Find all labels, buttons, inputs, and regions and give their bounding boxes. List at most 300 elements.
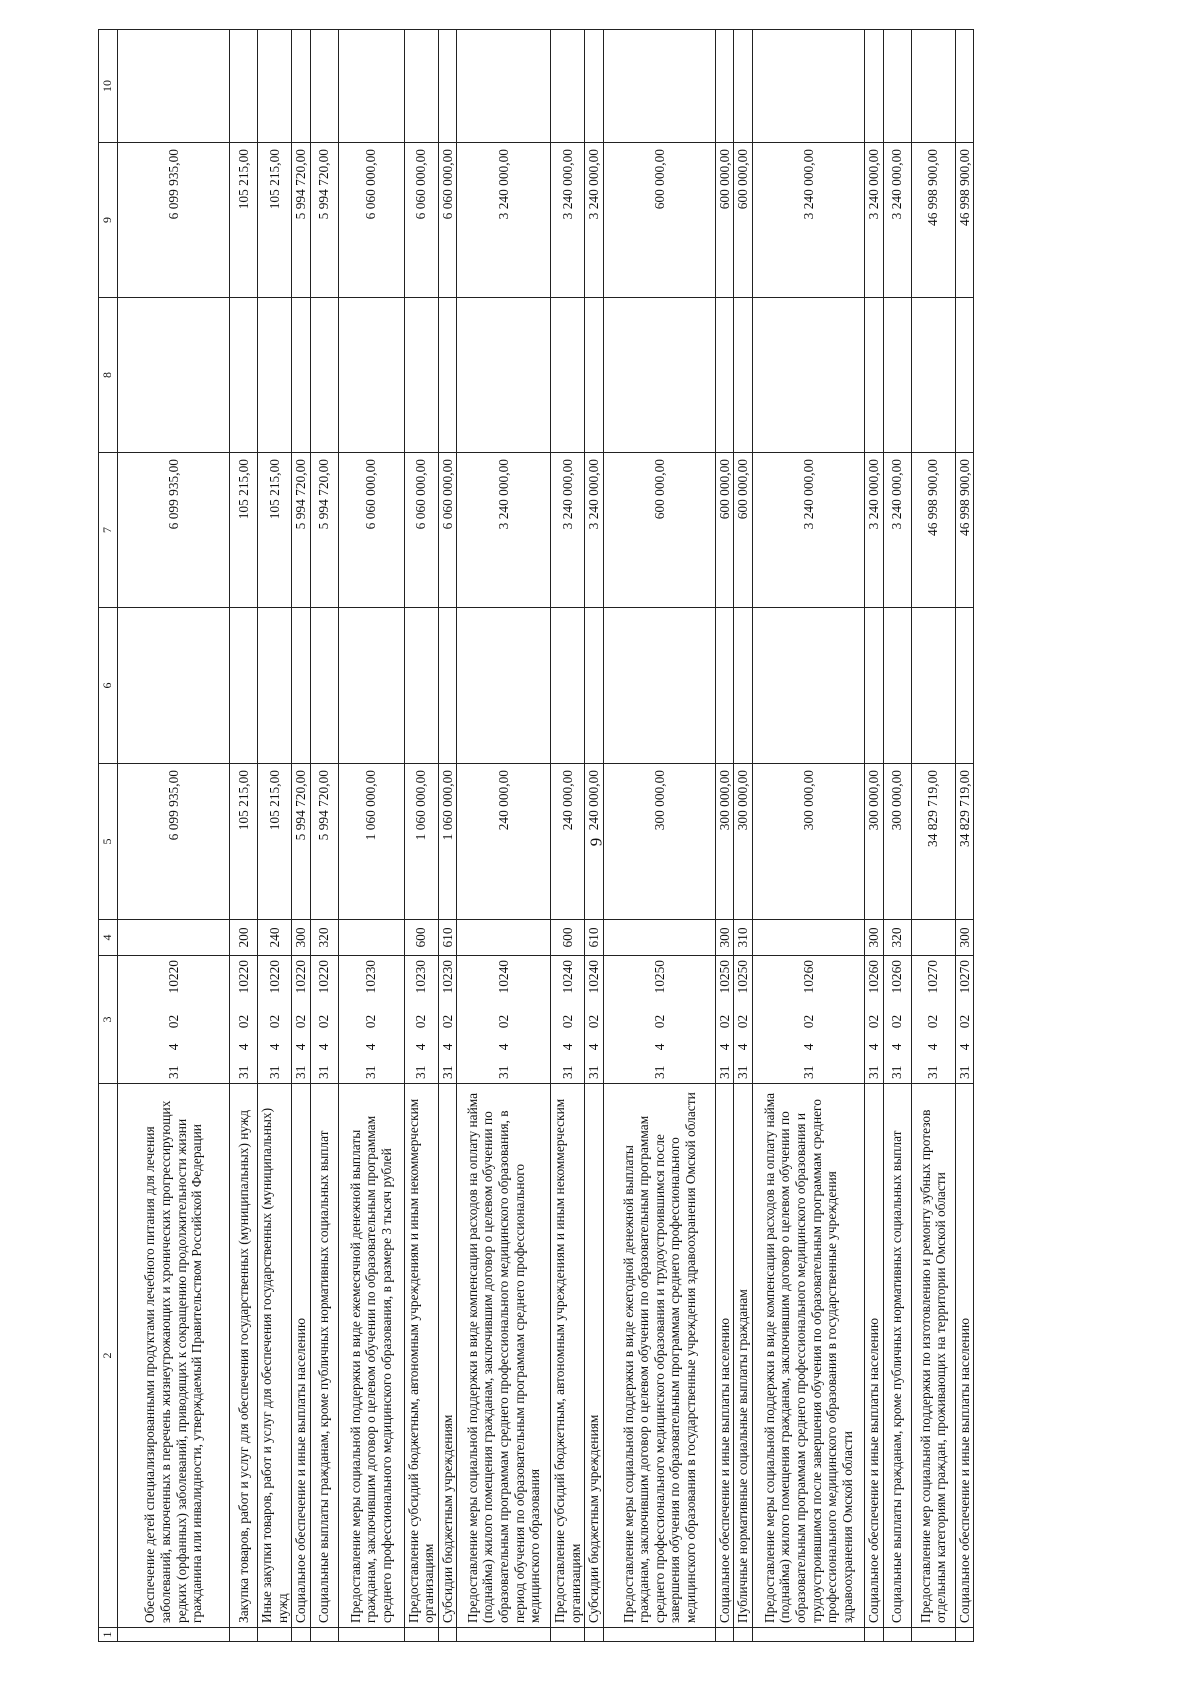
amount-c10: [883, 30, 911, 143]
code-part: 02: [293, 1014, 309, 1029]
empty-cell: [438, 1628, 457, 1642]
code-cell: [310, 956, 338, 1084]
amount-c7: 3 240 000,00: [753, 453, 865, 608]
code-part: 4: [651, 1043, 667, 1051]
vr-code: 600: [404, 920, 438, 956]
col-header: 10: [99, 30, 118, 143]
row-name: Субсидии бюджетным учреждениям: [438, 1084, 457, 1628]
amount-c10: [338, 30, 404, 143]
amount-c8: [715, 298, 734, 453]
amount-c7: 105 215,00: [258, 453, 292, 608]
code-parts: [363, 960, 379, 1079]
amount-c10: [715, 30, 734, 143]
amount-c6: [292, 608, 311, 764]
amount-c6: [404, 608, 438, 764]
amount-c9: 6 060 000,00: [438, 143, 457, 298]
vr-code: [118, 920, 230, 956]
code-part: 10260: [800, 960, 816, 994]
code-part: 02: [165, 1014, 181, 1029]
code-cell: [457, 956, 551, 1084]
code-parts: [652, 960, 668, 1079]
amount-c8: [865, 298, 884, 453]
code-part: 10230: [439, 960, 455, 994]
amount-c10: [404, 30, 438, 143]
amount-c6: [603, 608, 715, 764]
amount-c9: 3 240 000,00: [585, 143, 604, 298]
row-name: Социальные выплаты гражданам, кроме публичных нормативных социальных выплат: [883, 1084, 911, 1628]
amount-c9: 6 060 000,00: [338, 143, 404, 298]
row-name: Предоставление меры социальной поддержки в виде ежегодной денежной выплаты гражданам, заключившим договор о целевом обучении по образовательным программам среднего профессионального медицинского образования и трудоустроившимся после завершения обучения по образовательным программам среднего профессионального медицинского образования в государственные учреждения здравоохранения Омской области: [603, 1084, 715, 1628]
code-parts: [957, 960, 973, 1079]
code-part: 02: [586, 1014, 602, 1029]
code-part: 10220: [316, 960, 332, 994]
row-name: Предоставление субсидий бюджетным, автономным учреждениям и иным некоммерческим организациям: [404, 1084, 438, 1628]
code-part: 10250: [651, 960, 667, 994]
vr-code: 610: [585, 920, 604, 956]
code-parts: [236, 960, 252, 1079]
table-row: [258, 30, 292, 1642]
amount-c6: [734, 608, 753, 764]
code-part: 10240: [496, 960, 511, 994]
amount-c8: [753, 298, 865, 453]
amount-c9: 6 060 000,00: [404, 143, 438, 298]
code-part: 4: [716, 1043, 732, 1051]
amount-c10: [955, 30, 974, 143]
vr-code: 320: [310, 920, 338, 956]
amount-c7: 3 240 000,00: [865, 453, 884, 608]
table-row: [603, 30, 715, 1642]
code-cell: [753, 956, 865, 1084]
code-parts: [801, 960, 817, 1079]
code-cell: [911, 956, 955, 1084]
code-part: 02: [363, 1014, 379, 1029]
amount-c9: 46 998 900,00: [955, 143, 974, 298]
code-part: 4: [439, 1043, 455, 1051]
amount-c7: 600 000,00: [715, 453, 734, 608]
empty-cell: [292, 1628, 311, 1642]
table-row: [338, 30, 404, 1642]
row-name: Социальное обеспечение и иные выплаты населению: [715, 1084, 734, 1628]
vr-code: 610: [438, 920, 457, 956]
amount-c7: 3 240 000,00: [883, 453, 911, 608]
amount-c9: 105 215,00: [258, 143, 292, 298]
code-part: 4: [925, 1043, 941, 1051]
amount-c5: 105 215,00: [230, 764, 258, 920]
code-part: 31: [293, 1065, 309, 1079]
table-row: [715, 30, 734, 1642]
code-part: 4: [316, 1043, 332, 1051]
row-name: Субсидии бюджетным учреждениям: [585, 1084, 604, 1628]
amount-c5: 300 000,00: [883, 764, 911, 920]
amount-c8: [911, 298, 955, 453]
code-part: 02: [866, 1014, 882, 1029]
amount-c8: [310, 298, 338, 453]
vr-code: 300: [292, 920, 311, 956]
row-name: Иные закупки товаров, работ и услуг для обеспечения государственных (муниципальных) нужд: [258, 1084, 292, 1628]
code-part: 31: [266, 1065, 282, 1079]
amount-c10: [118, 30, 230, 143]
table-row: [865, 30, 884, 1642]
code-part: 10230: [363, 960, 379, 994]
amount-c10: [585, 30, 604, 143]
amount-c5: 6 099 935,00: [118, 764, 230, 920]
code-part: 02: [560, 1014, 576, 1029]
code-part: 02: [439, 1014, 455, 1029]
amount-c9: 600 000,00: [715, 143, 734, 298]
table-row: [310, 30, 338, 1642]
code-part: 02: [889, 1014, 905, 1029]
table-row: [118, 30, 230, 1642]
code-part: 4: [735, 1043, 751, 1051]
amount-c9: 3 240 000,00: [865, 143, 884, 298]
code-cell: [438, 956, 457, 1084]
amount-c5: 5 994 720,00: [292, 764, 311, 920]
amount-c10: [911, 30, 955, 143]
empty-cell: [734, 1628, 753, 1642]
amount-c5: 300 000,00: [603, 764, 715, 920]
code-cell: [338, 956, 404, 1084]
row-name: Социальное обеспечение и иные выплаты населению: [865, 1084, 884, 1628]
empty-cell: [753, 1628, 865, 1642]
amount-c5: 240 000,00: [585, 764, 604, 920]
amount-c10: [230, 30, 258, 143]
code-cell: [883, 956, 911, 1084]
row-name: Предоставление мер социальной поддержки по изготовлению и ремонту зубных протезов отдельным категориям граждан, проживающих на территории Омской области: [911, 1084, 955, 1628]
empty-cell: [911, 1628, 955, 1642]
amount-c5: 105 215,00: [258, 764, 292, 920]
code-cell: [118, 956, 230, 1084]
empty-cell: [865, 1628, 884, 1642]
amount-c7: 3 240 000,00: [457, 453, 551, 608]
amount-c5: 240 000,00: [551, 764, 585, 920]
row-name: Закупка товаров, работ и услуг для обеспечения государственных (муниципальных) нужд: [230, 1084, 258, 1628]
code-part: 31: [586, 1065, 602, 1079]
row-name: Социальное обеспечение и иные выплаты населению: [955, 1084, 974, 1628]
amount-c7: 6 060 000,00: [404, 453, 438, 608]
amount-c8: [292, 298, 311, 453]
row-name: Публичные нормативные социальные выплаты гражданам: [734, 1084, 753, 1628]
code-parts: [560, 960, 576, 1079]
code-part: 31: [560, 1065, 576, 1079]
amount-c7: 600 000,00: [734, 453, 753, 608]
amount-c6: [911, 608, 955, 764]
amount-c7: 6 060 000,00: [438, 453, 457, 608]
col-header: 4: [99, 920, 118, 956]
code-part: 10250: [716, 960, 732, 994]
code-part: 10230: [413, 960, 429, 994]
amount-c9: 6 099 935,00: [118, 143, 230, 298]
amount-c5: 1 060 000,00: [404, 764, 438, 920]
amount-c6: [438, 608, 457, 764]
code-part: 31: [800, 1065, 816, 1079]
amount-c9: 3 240 000,00: [457, 143, 551, 298]
amount-c5: 34 829 719,00: [955, 764, 974, 920]
col-header: 7: [99, 453, 118, 608]
amount-c7: 5 994 720,00: [310, 453, 338, 608]
code-part: 31: [889, 1065, 905, 1079]
amount-c10: [310, 30, 338, 143]
code-part: 10220: [235, 960, 251, 994]
amount-c9: 600 000,00: [734, 143, 753, 298]
amount-c5: 1 060 000,00: [338, 764, 404, 920]
amount-c6: [230, 608, 258, 764]
code-part: 02: [925, 1014, 941, 1029]
amount-c6: [585, 608, 604, 764]
vr-code: [911, 920, 955, 956]
code-part: 10220: [165, 960, 181, 994]
code-part: 4: [586, 1043, 602, 1051]
table-row: [585, 30, 604, 1642]
amount-c8: [734, 298, 753, 453]
amount-c7: 3 240 000,00: [585, 453, 604, 608]
empty-cell: [457, 1628, 551, 1642]
table-row: [734, 30, 753, 1642]
row-name: Социальное обеспечение и иные выплаты населению: [292, 1084, 311, 1628]
empty-cell: [258, 1628, 292, 1642]
code-cell: [715, 956, 734, 1084]
amount-c6: [457, 608, 551, 764]
amount-c9: 3 240 000,00: [883, 143, 911, 298]
table-row: [883, 30, 911, 1642]
amount-c9: 5 994 720,00: [310, 143, 338, 298]
amount-c5: 1 060 000,00: [438, 764, 457, 920]
code-part: 31: [925, 1065, 941, 1079]
code-cell: [258, 956, 292, 1084]
code-parts: [925, 960, 941, 1079]
vr-code: [338, 920, 404, 956]
amount-c10: [753, 30, 865, 143]
code-part: 02: [651, 1014, 667, 1029]
amount-c5: 5 994 720,00: [310, 764, 338, 920]
table-row: [404, 30, 438, 1642]
code-part: 10220: [266, 960, 282, 994]
table-row: [551, 30, 585, 1642]
amount-c7: 5 994 720,00: [292, 453, 311, 608]
code-part: 4: [363, 1043, 379, 1051]
amount-c10: [258, 30, 292, 143]
amount-c10: [603, 30, 715, 143]
empty-cell: [585, 1628, 604, 1642]
code-part: 02: [800, 1014, 816, 1029]
amount-c6: [865, 608, 884, 764]
code-cell: [551, 956, 585, 1084]
table-row: [753, 30, 865, 1642]
amount-c8: [603, 298, 715, 453]
amount-c8: [457, 298, 551, 453]
code-part: 02: [316, 1014, 332, 1029]
code-parts: [735, 960, 751, 1079]
amount-c10: [865, 30, 884, 143]
amount-c9: 5 994 720,00: [292, 143, 311, 298]
amount-c10: [734, 30, 753, 143]
col-header: 6: [99, 608, 118, 764]
code-part: 31: [956, 1065, 972, 1079]
code-cell: [292, 956, 311, 1084]
code-part: 4: [293, 1043, 309, 1051]
amount-c9: 600 000,00: [603, 143, 715, 298]
vr-code: [603, 920, 715, 956]
amount-c7: 6 099 935,00: [118, 453, 230, 608]
code-cell: [230, 956, 258, 1084]
col-header: 9: [99, 143, 118, 298]
empty-cell: [118, 1628, 230, 1642]
header-row: [99, 30, 118, 1642]
vr-code: 300: [715, 920, 734, 956]
code-part: 10270: [956, 960, 972, 994]
code-part: 02: [266, 1014, 282, 1029]
code-part: 31: [363, 1065, 379, 1079]
table-row: [911, 30, 955, 1642]
code-parts: [413, 960, 429, 1079]
amount-c8: [585, 298, 604, 453]
col-header: 5: [99, 764, 118, 920]
code-part: 02: [735, 1014, 751, 1029]
code-part: 10220: [293, 960, 309, 994]
vr-code: 240: [258, 920, 292, 956]
empty-cell: [404, 1628, 438, 1642]
empty-cell: [955, 1628, 974, 1642]
amount-c8: [438, 298, 457, 453]
row-name: Социальные выплаты гражданам, кроме публичных нормативных социальных выплат: [310, 1084, 338, 1628]
amount-c8: [338, 298, 404, 453]
code-cell: [955, 956, 974, 1084]
code-part: 4: [235, 1043, 251, 1051]
code-parts: [717, 960, 733, 1079]
amount-c5: 300 000,00: [715, 764, 734, 920]
row-name: Предоставление субсидий бюджетным, автономным учреждениям и иным некоммерческим организациям: [551, 1084, 585, 1628]
vr-code: 200: [230, 920, 258, 956]
code-part: 4: [165, 1043, 181, 1051]
amount-c9: 105 215,00: [230, 143, 258, 298]
row-name: Обеспечение детей специализированными продуктами лечебного питания для лечения заболеваний, включенных в перечень жизнеугрожающих и хронических прогрессирующих редких (орфанных) заболеваний, приводящих к сокращению продолжительности жизни гражданина или инвалидности, утверждаемый Правительством Российской Федерации: [118, 1084, 230, 1628]
code-cell: [865, 956, 884, 1084]
col-header: 1: [99, 1628, 118, 1642]
code-cell: [585, 956, 604, 1084]
code-part: 10270: [925, 960, 941, 994]
code-part: 4: [866, 1043, 882, 1051]
amount-c6: [310, 608, 338, 764]
code-part: 31: [716, 1065, 732, 1079]
amount-c7: 3 240 000,00: [551, 453, 585, 608]
code-part: 4: [413, 1043, 429, 1051]
code-parts: [166, 960, 182, 1079]
amount-c7: 46 998 900,00: [955, 453, 974, 608]
budget-table: [98, 29, 974, 1642]
vr-code: [457, 920, 551, 956]
amount-c6: [338, 608, 404, 764]
amount-c7: 105 215,00: [230, 453, 258, 608]
code-part: 02: [496, 1014, 511, 1029]
code-part: 02: [956, 1014, 972, 1029]
amount-c7: 6 060 000,00: [338, 453, 404, 608]
amount-c8: [118, 298, 230, 453]
amount-c10: [292, 30, 311, 143]
empty-cell: [715, 1628, 734, 1642]
empty-cell: [551, 1628, 585, 1642]
vr-code: [753, 920, 865, 956]
amount-c6: [955, 608, 974, 764]
page-number: 9: [586, 837, 606, 847]
amount-c10: [438, 30, 457, 143]
code-part: 4: [889, 1043, 905, 1051]
col-header: 8: [99, 298, 118, 453]
code-part: 10250: [735, 960, 751, 994]
code-part: 02: [235, 1014, 251, 1029]
row-name: Предоставление меры социальной поддержки в виде ежемесячной денежной выплаты гражданам, заключившим договор о целевом обучении по образовательным программам среднего профессионального медицинского образования, в размере 3 тысяч рублей: [338, 1084, 404, 1628]
empty-cell: [230, 1628, 258, 1642]
code-cell: [603, 956, 715, 1084]
code-part: 31: [413, 1065, 429, 1079]
code-part: 10240: [560, 960, 576, 994]
code-parts: [293, 960, 309, 1079]
amount-c8: [404, 298, 438, 453]
vr-code: 320: [883, 920, 911, 956]
code-part: 31: [496, 1065, 511, 1079]
vr-code: 600: [551, 920, 585, 956]
amount-c8: [883, 298, 911, 453]
table-row: [292, 30, 311, 1642]
row-name: Предоставление меры социальной поддержки в виде компенсации расходов на оплату найма (поднайма) жилого помещения гражданам, заключившим договор о целевом обучении по образовательным программам среднего профессионального медицинского образования, в период обучения по образовательным программам среднего профессионального медицинского образования: [457, 1084, 551, 1628]
code-part: 02: [716, 1014, 732, 1029]
col-header: 3: [99, 956, 118, 1084]
code-part: 31: [439, 1065, 455, 1079]
empty-cell: [310, 1628, 338, 1642]
amount-c7: 600 000,00: [603, 453, 715, 608]
table-row: [438, 30, 457, 1642]
amount-c9: 3 240 000,00: [753, 143, 865, 298]
code-part: 31: [235, 1065, 251, 1079]
code-part: 10260: [889, 960, 905, 994]
code-parts: [440, 960, 456, 1079]
code-parts: [267, 960, 283, 1079]
empty-cell: [338, 1628, 404, 1642]
amount-c6: [753, 608, 865, 764]
code-part: 4: [800, 1043, 816, 1051]
amount-c5: 300 000,00: [753, 764, 865, 920]
code-part: 02: [413, 1014, 429, 1029]
amount-c9: 46 998 900,00: [911, 143, 955, 298]
col-header: 2: [99, 1084, 118, 1628]
code-parts: [889, 960, 905, 1079]
amount-c6: [715, 608, 734, 764]
code-part: 31: [866, 1065, 882, 1079]
table-row: [955, 30, 974, 1642]
amount-c10: [551, 30, 585, 143]
amount-c8: [230, 298, 258, 453]
code-part: 4: [496, 1043, 511, 1051]
code-cell: [734, 956, 753, 1084]
code-part: 4: [956, 1043, 972, 1051]
amount-c6: [118, 608, 230, 764]
code-parts: [496, 960, 512, 1079]
amount-c8: [258, 298, 292, 453]
code-part: 31: [165, 1065, 181, 1079]
amount-c8: [551, 298, 585, 453]
amount-c5: 300 000,00: [734, 764, 753, 920]
amount-c6: [883, 608, 911, 764]
vr-code: 300: [865, 920, 884, 956]
code-part: 31: [651, 1065, 667, 1079]
amount-c6: [551, 608, 585, 764]
code-parts: [316, 960, 332, 1079]
amount-c8: [955, 298, 974, 453]
amount-c5: 34 829 719,00: [911, 764, 955, 920]
amount-c10: [457, 30, 551, 143]
code-part: 31: [316, 1065, 332, 1079]
amount-c5: 300 000,00: [865, 764, 884, 920]
code-part: 4: [266, 1043, 282, 1051]
code-parts: [866, 960, 882, 1079]
